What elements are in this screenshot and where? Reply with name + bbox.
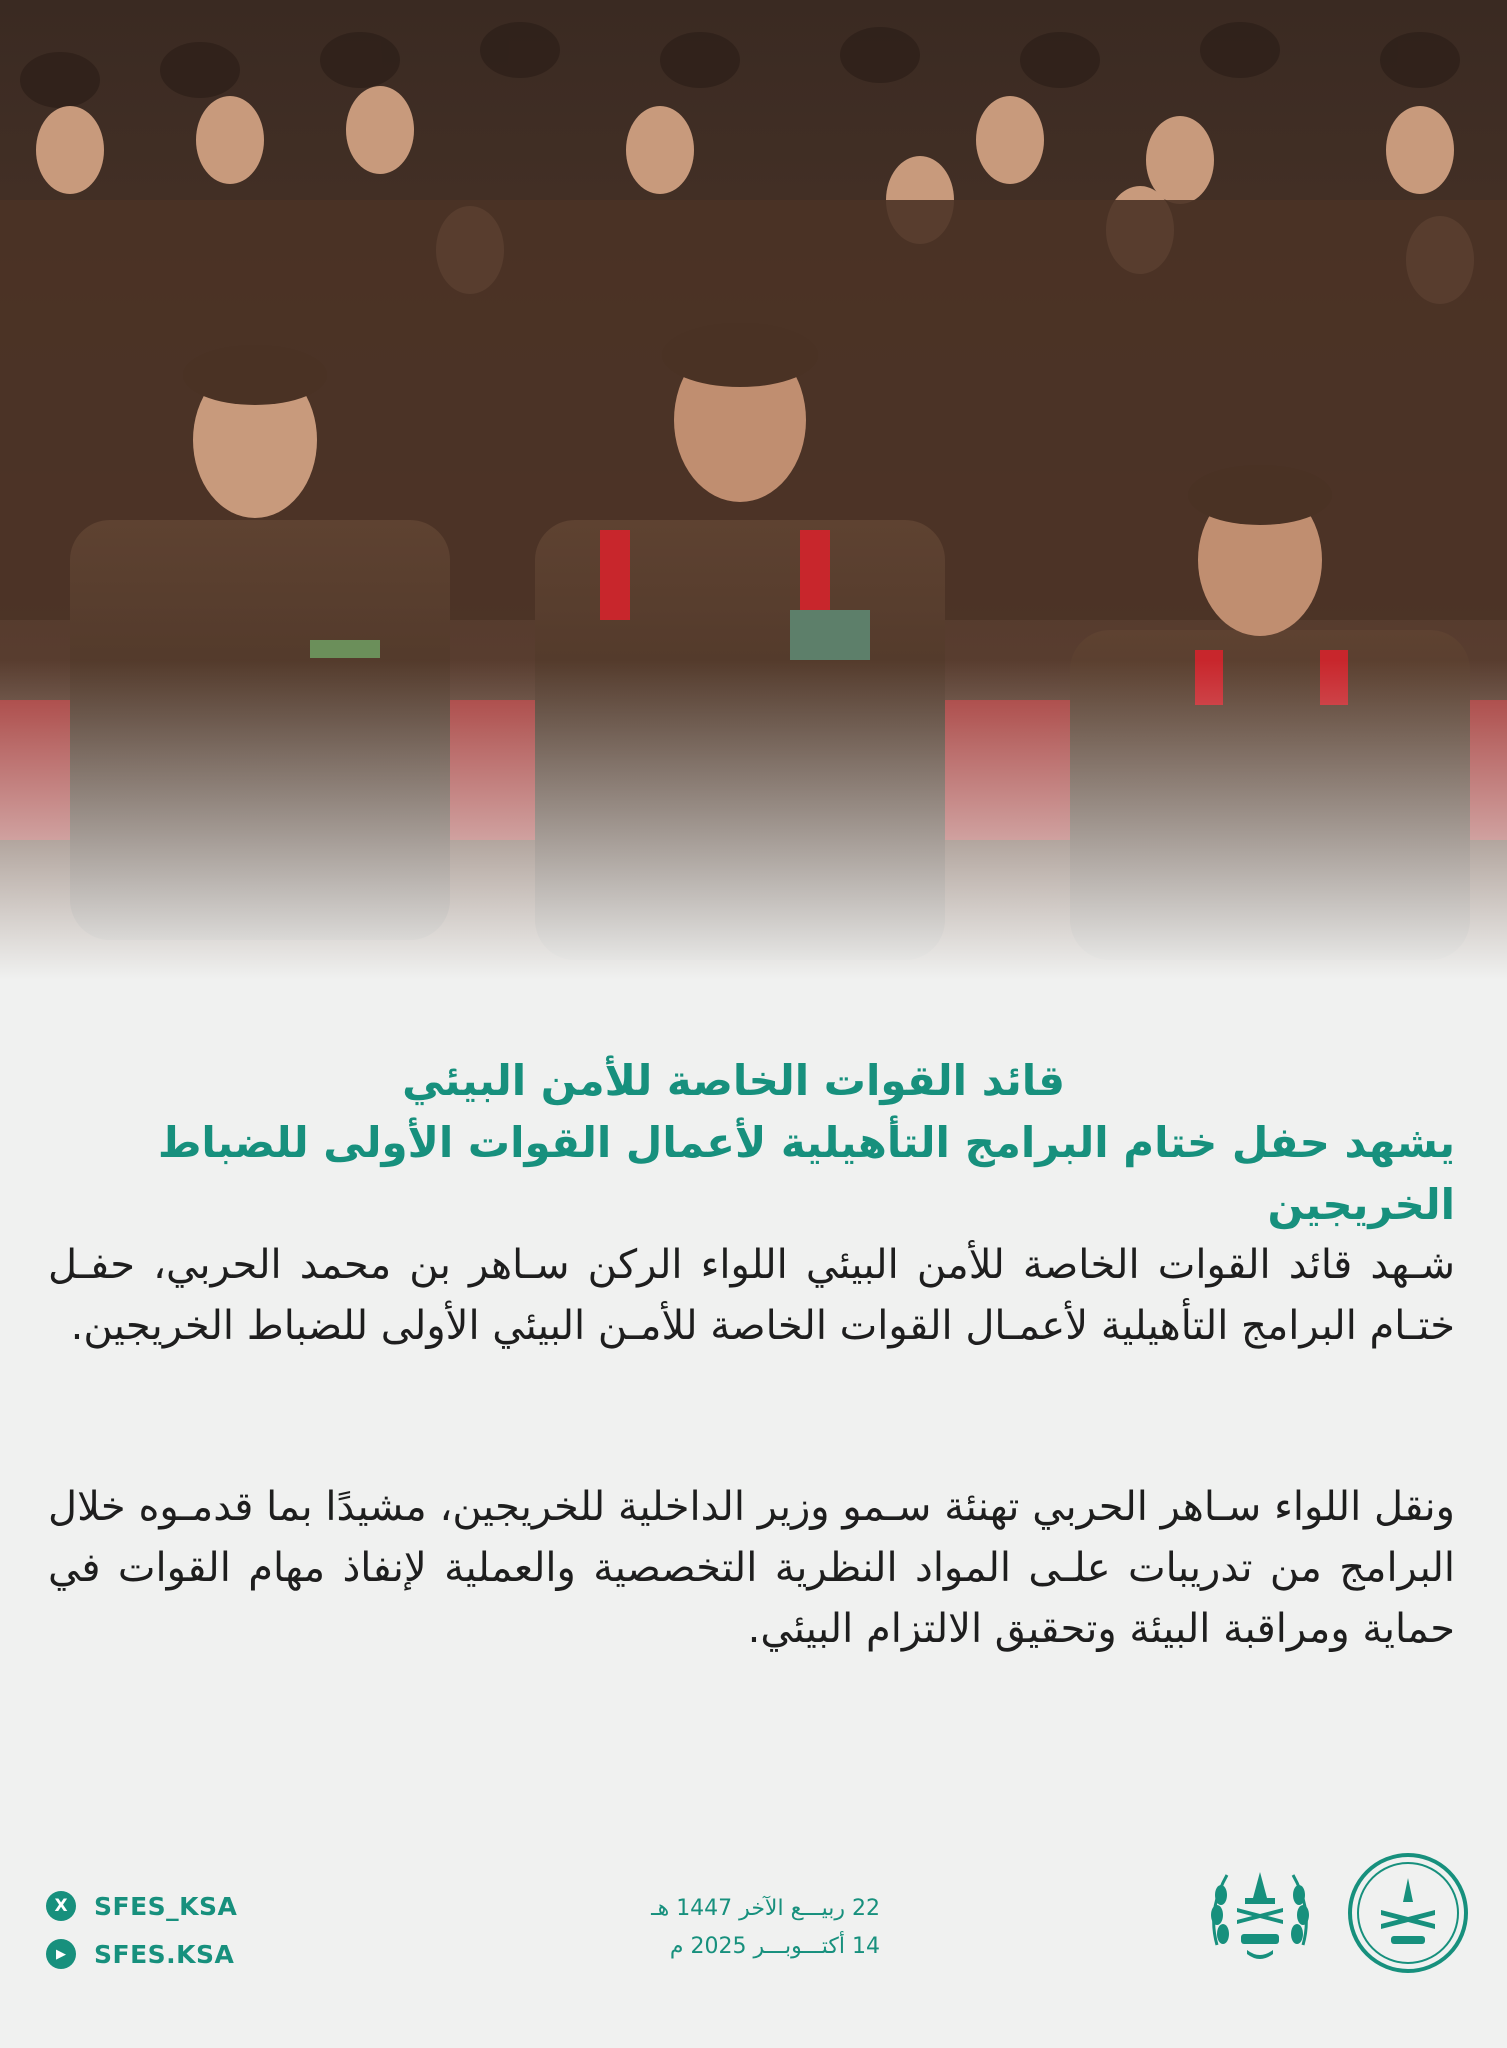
- hero-photo: [0, 0, 1507, 980]
- paragraph-1: شـهد قائد القوات الخاصة للأمن البيئي اللواء الركن سـاهر بن محمد الحربي، حفـل ختـام البرامج التأهيلية لأعمـال القوات الخاصة للأمـن البيئي الأولى للضباط الخريجين.: [48, 1242, 1455, 1349]
- paragraph-2: ونقل اللواء سـاهر الحربي تهنئة سـمو وزير الداخلية للخريجين، مشيدًا بما قدمـوه خلال البرامج من تدريبات علـى المواد النظرية التخصصية والعملية لإنفاذ مهام القوات في حماية ومراقبة البيئة وتحقيق الالتزام البيئي.: [48, 1484, 1455, 1652]
- hijri-date: 22 ربيـــع الآخر 1447 هـ: [651, 1896, 880, 1921]
- youtube-handle[interactable]: SFES.KSA: [94, 1939, 235, 1969]
- social-links: [46, 1882, 237, 1978]
- youtube-icon: ▶: [46, 1939, 76, 1969]
- social-x[interactable]: [46, 1882, 237, 1930]
- x-icon: X: [46, 1891, 76, 1921]
- social-youtube[interactable]: [46, 1930, 237, 1978]
- ministry-interior-emblem-icon: [1345, 1850, 1471, 1976]
- publish-dates: [560, 1890, 880, 1966]
- special-forces-emblem-icon: [1197, 1850, 1323, 1976]
- x-handle[interactable]: SFES_KSA: [94, 1891, 238, 1921]
- headline: [40, 1050, 1455, 1236]
- logos: [1197, 1850, 1471, 1976]
- headline-line-1: قائد القوات الخاصة للأمن البيئي: [402, 1056, 1065, 1105]
- headline-line-2: يشهد حفل ختام البرامج التأهيلية لأعمال القوات الأولى للضباط الخريجين: [157, 1118, 1455, 1229]
- gregorian-date: 14 أكتـــوبـــر 2025 م: [669, 1934, 880, 1959]
- article-body: [48, 1235, 1455, 1780]
